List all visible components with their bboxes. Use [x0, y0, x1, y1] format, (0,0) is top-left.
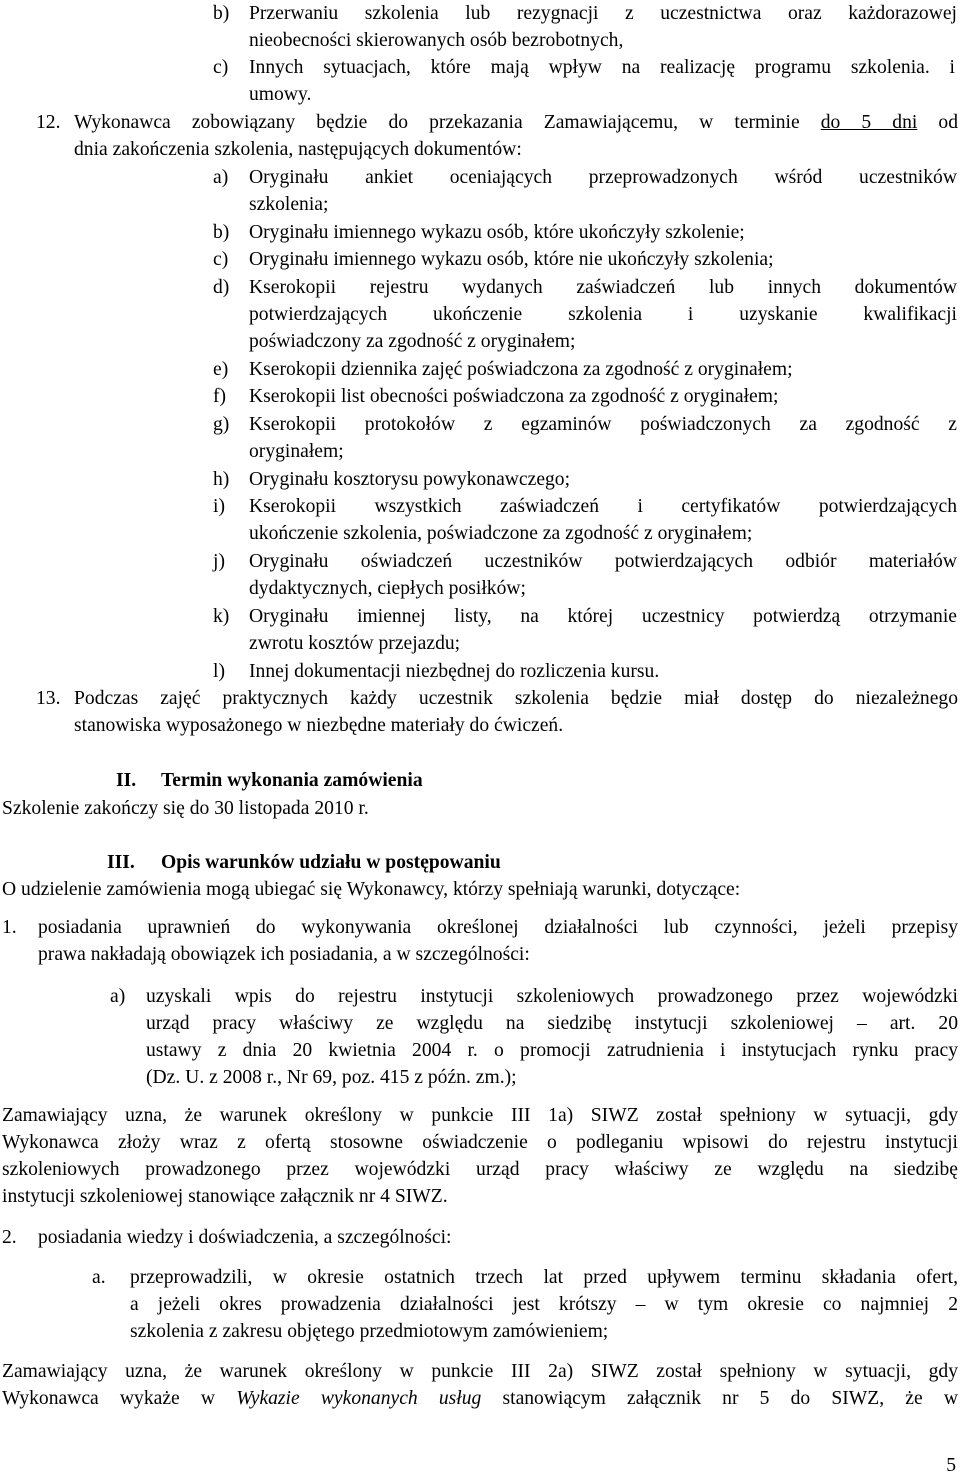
condition-text: posiadania uprawnień do wykonywania określonej działalności lub czynności, jeżeli przepisy	[38, 917, 958, 938]
sub-item-text: szkolenia z zakresu objętego przedmiotowym zamówieniem;	[130, 1321, 609, 1342]
condition-text: posiadania wiedzy i doświadczenia, a szczególności:	[38, 1227, 452, 1248]
sub-label: g)	[213, 414, 230, 435]
sub-label: h)	[213, 469, 230, 490]
sub-item-text: uzyskali wpis do rejestru instytucji szkoleniowych prowadzonego przez wojewódzki	[146, 986, 958, 1007]
sub-item-text: szkolenia;	[249, 194, 329, 215]
list-item-text: Innych sytuacjach, które mają wpływ na realizację programu szkolenia. i	[249, 57, 955, 78]
condition-note: Zamawiający uzna, że warunek określony w punkcie III 2a) SIWZ został spełniony w sytuacji, gdy	[2, 1361, 958, 1382]
sub-item-text: a jeżeli okres prowadzenia działalności jest krótszy – w tym okresie co najmniej 2	[130, 1294, 958, 1315]
item-12-text: Wykonawca zobowiązany będzie do przekazania Zamawiającemu, w terminie	[74, 112, 800, 133]
list-item-text: umowy.	[249, 84, 312, 105]
condition-text: prawa nakładają obowiązek ich posiadania, a w szczególności:	[38, 944, 530, 965]
sub-item-text: Oryginału kosztorysu powykonawczego;	[249, 469, 571, 490]
list-item-text: nieobecności skierowanych osób bezrobotnych,	[249, 30, 624, 51]
condition-note: szkoleniowych prowadzonego przez wojewódzki urząd pracy właściwy ze względu na siedzibę	[2, 1159, 958, 1180]
sub-label: a)	[110, 986, 126, 1007]
sub-label: l)	[213, 661, 225, 682]
sub-item-text: ustawy z dnia 20 kwietnia 2004 r. o promocji zatrudnienia i instytucjach rynku pracy	[146, 1040, 958, 1061]
note-text: stanowiącym załącznik nr 5 do SIWZ, że w	[502, 1388, 959, 1409]
sub-item-text: Oryginału imiennej listy, na której uczestnicy potwierdzą otrzymanie	[249, 606, 957, 627]
item-12-text: dnia zakończenia szkolenia, następujących dokumentów:	[74, 139, 522, 160]
sub-label: f)	[213, 386, 227, 407]
sub-label: c)	[213, 249, 229, 270]
condition-note-mixed	[2, 1385, 958, 1413]
section-intro: O udzielenie zamówienia mogą ubiegać się Wykonawcy, którzy spełniają warunki, dotyczące:	[2, 879, 741, 900]
item-13-text: Podczas zajęć praktycznych każdy uczestnik szkolenia będzie miał dostęp do niezależnego	[74, 688, 958, 709]
item-12-text: od	[938, 112, 958, 133]
sub-item-text: Oryginału imiennego wykazu osób, które ukończyły szkolenie;	[249, 222, 745, 243]
sub-label: d)	[213, 277, 230, 298]
sub-label: e)	[213, 359, 229, 380]
section-numeral: II.	[116, 770, 137, 791]
condition-number: 1.	[2, 917, 17, 938]
page-number: 5	[946, 1455, 956, 1476]
item-12-first-line	[74, 109, 958, 137]
sub-item-text: Kserokopii rejestru wydanych zaświadczeń lub innych dokumentów	[249, 277, 957, 298]
section-numeral: III.	[107, 852, 135, 873]
list-label: c)	[213, 57, 229, 78]
item-13-text: stanowiska wyposażonego w niezbędne materiały do ćwiczeń.	[74, 715, 564, 736]
section-heading: Termin wykonania zamówienia	[161, 770, 423, 791]
sub-item-text: dydaktycznych, ciepłych posiłków;	[249, 578, 526, 599]
sub-item-text: Kserokopii dziennika zajęć poświadczona za zgodność z oryginałem;	[249, 359, 793, 380]
condition-number: 2.	[2, 1227, 17, 1248]
item-number: 12.	[36, 112, 61, 133]
note-text: Wykonawca wykaże w	[2, 1388, 216, 1409]
sub-item-text: Kserokopii wszystkich zaświadczeń i certyfikatów potwierdzających	[249, 496, 957, 517]
list-item-text: Przerwaniu szkolenia lub rezygnacji z uczestnictwa oraz każdorazowej	[249, 3, 957, 24]
sub-label: k)	[213, 606, 230, 627]
condition-note: instytucji szkoleniowej stanowiące załącznik nr 4 SIWZ.	[2, 1186, 448, 1207]
condition-note: Zamawiający uzna, że warunek określony w punkcie III 1a) SIWZ został spełniony w sytuacji, gdy	[2, 1105, 958, 1126]
sub-item-text: (Dz. U. z 2008 r., Nr 69, poz. 415 z późn. zm.);	[146, 1067, 517, 1088]
sub-item-text: Kserokopii list obecności poświadczona za zgodność z oryginałem;	[249, 386, 779, 407]
sub-item-text: poświadczony za zgodność z oryginałem;	[249, 331, 576, 352]
sub-item-text: oryginałem;	[249, 441, 344, 462]
sub-item-text: potwierdzających ukończenie szkolenia i uzyskanie kwalifikacji	[249, 304, 957, 325]
note-italic-reference: Wykazie wykonanych usług	[236, 1388, 482, 1409]
sub-item-text: ukończenie szkolenia, poświadczone za zgodność z oryginałem;	[249, 523, 753, 544]
sub-item-text: Innej dokumentacji niezbędnej do rozliczenia kursu.	[249, 661, 660, 682]
sub-label: a)	[213, 167, 229, 188]
item-number: 13.	[36, 688, 61, 709]
sub-item-text: przeprowadzili, w okresie ostatnich trzech lat przed upływem terminu składania ofert,	[130, 1267, 958, 1288]
sub-label: a.	[92, 1267, 106, 1288]
sub-item-text: Oryginału ankiet oceniających przeprowadzonych wśród uczestników	[249, 167, 957, 188]
condition-note: Wykonawca złoży wraz z ofertą stosowne oświadczenie o podleganiu wpisowi do rejestru instytucji	[2, 1132, 958, 1153]
list-label: b)	[213, 3, 230, 24]
sub-item-text: Oryginału oświadczeń uczestników potwierdzających odbiór materiałów	[249, 551, 957, 572]
sub-item-text: Oryginału imiennego wykazu osób, które nie ukończyły szkolenia;	[249, 249, 774, 270]
section-body: Szkolenie zakończy się do 30 listopada 2010 r.	[2, 798, 369, 819]
section-heading: Opis warunków udziału w postępowaniu	[161, 852, 501, 873]
sub-item-text: zwrotu kosztów przejazdu;	[249, 633, 461, 654]
sub-item-text: Kserokopii protokołów z egzaminów poświadczonych za zgodność z	[249, 414, 957, 435]
sub-label: b)	[213, 222, 230, 243]
sub-label: j)	[213, 551, 225, 572]
sub-label: i)	[213, 496, 225, 517]
sub-item-text: urząd pracy właściwy ze względu na siedzibę instytucji szkoleniowej – art. 20	[146, 1013, 958, 1034]
deadline-underlined: do 5 dni	[820, 112, 918, 133]
